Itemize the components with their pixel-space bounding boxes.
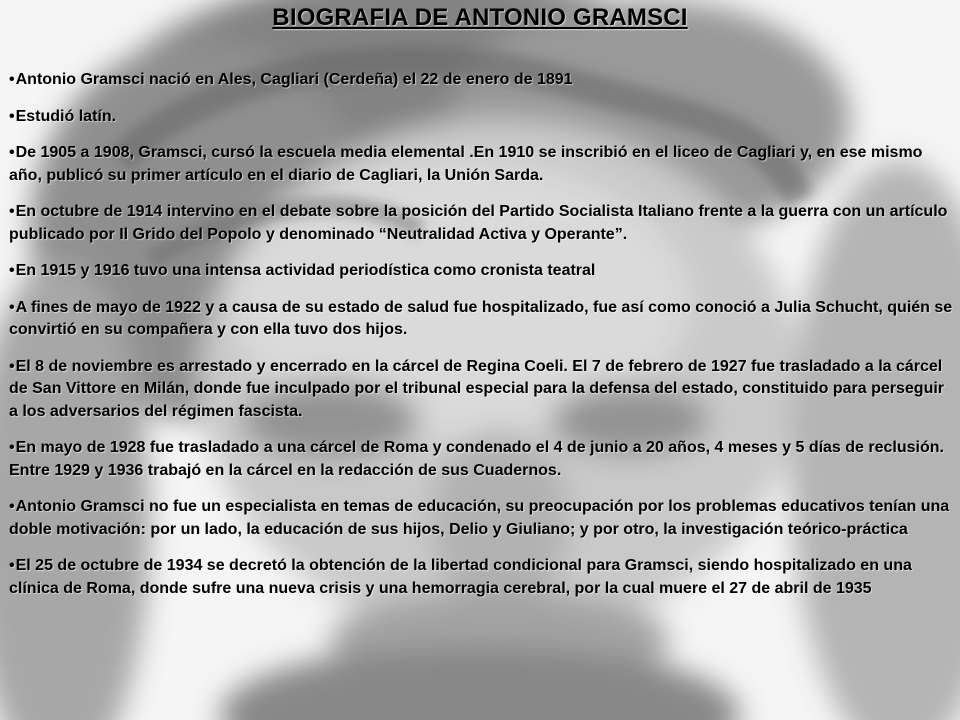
bullet-icon: • [9, 357, 15, 375]
list-item [9, 69, 954, 92]
bullet-icon: • [9, 71, 15, 88]
list-item-text: Antonio Gramsci no fue un especialista en temas de educación, su preocupación por los problemas educativos tenían una doble motivación: por un lado, la educación de sus hijos, Delio y Giuliano; y por otro, la investigación teórico-práctica [9, 498, 950, 538]
list-item [9, 356, 954, 424]
list-item [9, 106, 954, 129]
bullet-icon: • [9, 262, 15, 279]
page-title: BIOGRAFIA DE ANTONIO GRAMSCI [272, 4, 688, 31]
list-item [9, 201, 954, 246]
bullet-icon: • [9, 107, 15, 125]
list-item [9, 260, 954, 283]
bullet-icon: • [9, 203, 15, 220]
list-item-text: El 8 de noviembre es arrestado y encerrado en la cárcel de Regina Coeli. El 7 de febrero de 1927 fue trasladado a la cárcel de San Vittore en Milán, donde fue inculpado por el tribunal especial para la defensa del estado, constituido para perseguir a los adversarios del régimen fascista. [9, 357, 945, 420]
bullet-icon: • [9, 557, 15, 574]
list-item-text: A fines de mayo de 1922 y a causa de su estado de salud fue hospitalizado, fue así como conoció a Julia Schucht, quién se convirtió en su compañera y con ella tuvo dos hijos. [9, 298, 953, 338]
list-item-text: El 25 de octubre de 1934 se decretó la obtención de la libertad condicional para Gramsci, siendo hospitalizado en una clínica de Roma, donde sufre una nueva crisis y una hemorragia cerebral, por la cual muere el 27 de abril de 1935 [9, 557, 912, 597]
list-item [9, 142, 954, 187]
bullet-icon: • [9, 439, 15, 456]
list-item-text: Antonio Gramsci nació en Ales, Cagliari (Cerdeña) el 22 de enero de 1891 [15, 71, 573, 88]
list-item-text: De 1905 a 1908, Gramsci, cursó la escuela media elemental .En 1910 se inscribió en el liceo de Cagliari y, en ese mismo año, publicó su primer artículo en el diario de Cagliari, la Unión Sarda. [9, 144, 923, 184]
bullet-icon: • [9, 144, 15, 161]
list-item-text: En 1915 y 1916 tuvo una intensa actividad periodística como cronista teatral [15, 262, 596, 279]
list-item [9, 437, 954, 482]
list-item [9, 555, 954, 600]
list-item [9, 297, 954, 342]
list-item-text: En octubre de 1914 intervino en el debate sobre la posición del Partido Socialista Italiano frente a la guerra con un artículo publicado por Il Grido del Popolo y denominado “Neutralidad Activa y Operante”. [9, 203, 948, 243]
list-item [9, 496, 954, 541]
biography-bullet-list [9, 69, 954, 614]
bullet-icon: • [9, 498, 15, 515]
bullet-icon: • [9, 298, 15, 316]
list-item-text: Estudió latín. [15, 107, 117, 125]
list-item-text: En mayo de 1928 fue trasladado a una cárcel de Roma y condenado el 4 de junio a 20 años, 4 meses y 5 días de reclusión. Entre 1929 y 1936 trabajó en la cárcel en la redacción de sus Cuadernos. [9, 439, 944, 479]
